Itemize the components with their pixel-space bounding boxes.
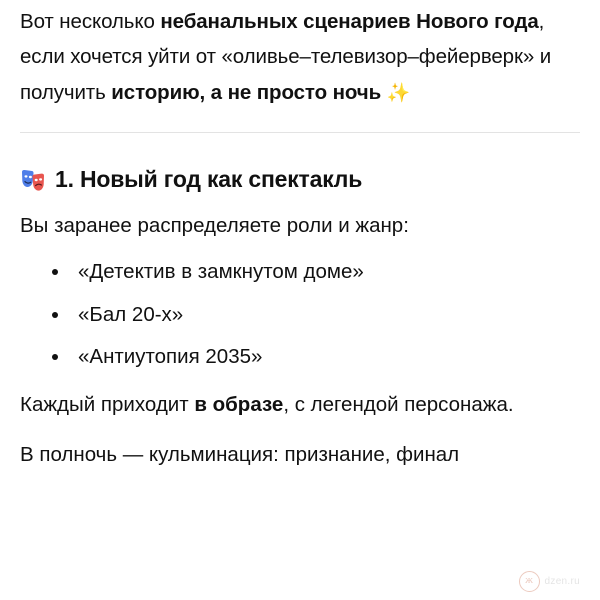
costume-text-part1: Каждый приходит — [20, 393, 195, 417]
intro-bold-1: небанальных сценариев Нового года — [160, 10, 539, 33]
intro-text-part1: Вот несколько — [20, 10, 161, 33]
intro-bold-2: историю, а не просто ночь — [111, 80, 382, 104]
intro-text-part2: , если хочется уйти от «оливье–телевизор–фейерверк» и получить — [20, 10, 552, 104]
watermark-text: dzen.ru — [544, 576, 580, 587]
section-heading-text: 1. Новый год как спектакль — [55, 166, 363, 193]
section-heading — [20, 166, 580, 193]
performing-arts-masks-icon — [20, 167, 46, 193]
list-item: «Антиутопия 2035» — [20, 341, 580, 373]
section-divider — [20, 132, 580, 133]
costume-bold: в образе — [194, 393, 284, 417]
intro-paragraph — [20, 0, 580, 110]
sparkles-icon: ✨ — [386, 82, 411, 104]
list-item: «Детектив в замкнутом доме» — [20, 256, 580, 288]
watermark — [519, 571, 580, 592]
section-lead: Вы заранее распределяете роли и жанр: — [20, 214, 409, 238]
list-item: «Бал 20-х» — [20, 299, 580, 331]
dzen-logo-icon: ж — [519, 571, 540, 592]
scenario-list — [20, 256, 580, 373]
midnight-paragraph: В полночь — кульминация: признание, финал — [20, 442, 460, 466]
costume-text-part2: , с легендой персонажа. — [283, 393, 514, 417]
costume-paragraph — [20, 390, 580, 421]
